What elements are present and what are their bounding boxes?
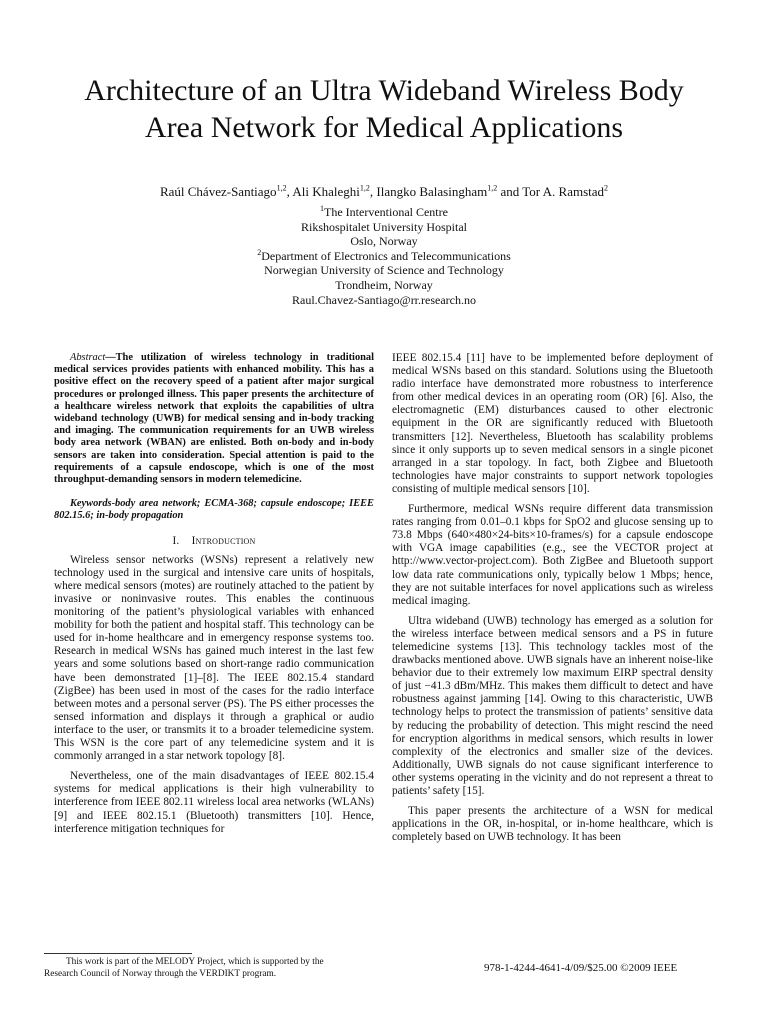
paragraph-6: This paper presents the architecture of a WSN for medical applications in the OR, in-hospital, or in-home healthcare, which is completely based on UWB technology. It has been <box>392 805 713 844</box>
footnote <box>44 957 384 980</box>
affiliation-2-text: Department of Electronics and Telecommunications <box>261 248 511 263</box>
author-4: Tor A. Ramstad <box>522 184 605 199</box>
keywords: Keywords-body area network; ECMA-368; capsule endoscope; IEEE 802.15.6; in-body propagation <box>54 498 374 522</box>
author-3: Ilangko Balasingham <box>376 184 488 199</box>
footnote-line-1: This work is part of the MELODY Project, which is supported by the <box>66 957 324 967</box>
left-column <box>54 352 374 843</box>
author-4-affil: 2 <box>604 183 609 193</box>
affiliation-2-mark: 2 <box>257 247 262 257</box>
affiliation-2-name <box>40 249 728 264</box>
affiliation-1-mark: 1 <box>320 204 325 213</box>
section-title: Introduction <box>191 534 256 547</box>
author-and: and <box>500 184 520 199</box>
section-heading-introduction <box>54 535 374 548</box>
footnote-divider <box>44 953 192 954</box>
affiliation-1-location: Oslo, Norway <box>350 234 418 249</box>
copyright-notice: 978-1-4244-4641-4/09/$25.00 ©2009 IEEE <box>484 962 678 974</box>
paper-title <box>40 72 728 146</box>
abstract <box>54 352 374 486</box>
abstract-label: Abstract <box>70 352 106 363</box>
affiliation-2-institution: Norwegian University of Science and Technology <box>264 263 504 278</box>
section-number: I. <box>172 534 180 547</box>
author-3-affil: 1,2 <box>487 183 498 193</box>
title-line-1: Architecture of an Ultra Wideband Wireless Body <box>84 74 684 107</box>
affiliation-1-text: The Interventional Centre <box>324 205 448 219</box>
footnote-line-2: Research Council of Norway through the VERDIKT program. <box>44 968 277 979</box>
author-list: Raúl Chávez-Santiago$^{1,2}$, Ali Khaleghi$^{1,2}$, Ilangko Balasingham$^{1,2}$ and Tor A. Ramstad$^2$ <box>159 183 609 199</box>
paragraph-5: Ultra wideband (UWB) technology has emerged as a solution for the wireless interface between medical sensors and a PS in future telemedicine systems [13]. This technology tackles most of the drawbacks mentioned above. UWB signals have an inherent noise-like behavior due to their extremely low maximum EIRP spectral density of just −41.3 dBm/MHz. This makes them difficult to detect and have robustness against jamming [14]. Owing to this characteristic, UWB technology helps to protect the transmission of patients’ sensitive data by reducing the probability of detection. This might rescind the need for encryption algorithms in medical sensors, which results in lower complexity of the electronics and smaller size of the devices. Additionally, UWB signals do not cause significant interference to other systems operating in the vicinity and do not represent a threat to patients’ safety [15]. <box>392 614 713 797</box>
author-1-affil: 1,2 <box>276 183 287 193</box>
paragraph-4: Furthermore, medical WSNs require different data transmission rates ranging from 0.01–0.1 kbps for SpO2 and glucose sensing up to 73.8 Mbps (640×480×24-bits×10-frames/s) for a capsule endoscope with VGA image capabilities (e.g., see the VECTOR project at http://www.vector-project.com). Both ZigBee and Bluetooth support low data rate communications only, typically below 1 Mbps; hence, they are not suitable interfaces for novel applications such as wireless medical imaging. <box>392 503 713 607</box>
affiliation-2-location: Trondheim, Norway <box>335 277 433 292</box>
affiliation-1-institution: Rikshospitalet University Hospital <box>301 219 467 234</box>
abstract-dash: — <box>105 352 116 363</box>
author-email: Raul.Chavez-Santiago@rr.research.no <box>292 292 476 307</box>
author-2: Ali Khaleghi <box>292 184 360 199</box>
abstract-text: The utilization of wireless technology in traditional medical services provides patients with enhanced mobility. This has a positive effect on the recovery speed of a patient after major surgical procedures or prolonged illness. This paper presents the architecture of a healthcare wireless network that exploits the capabilities of ultra wideband technology (UWB) for medical sensing and in-body tracking and imaging. The communication requirements for an UWB wireless body area network (WBAN) are enlisted. Both on-body and in-body sensors are taken into consideration. Special attention is paid to the requirements of a capsule endoscope, which is one of the most throughput-demanding sensors in modern telemedicine. <box>54 352 374 486</box>
paragraph-3: IEEE 802.15.4 [11] have to be implemented before deployment of medical WSNs based on this standard. Solutions using the Bluetooth radio interface have demonstrated more robustness to interference from other medical devices in an operating room (OR) [6]. Also, the electromagnetic (EM) disturbances caused to other electronic equipment in the OR are significantly reduced with Bluetooth transmitters [12]. Nevertheless, Bluetooth has scalability problems since it only supports up to seven medical sensors in a single piconet arranged in a star topology. In fact, both Zigbee and Bluetooth technologies have major constraints to support network topologies consisting of multiple medical sensors [10]. <box>392 352 713 495</box>
title-line-2: Area Network for Medical Applications <box>144 111 624 144</box>
author-2-affil: 1,2 <box>359 183 370 193</box>
author-1: Raúl Chávez-Santiago <box>159 184 277 199</box>
right-column <box>392 352 713 851</box>
paragraph-1: Wireless sensor networks (WSNs) represent a relatively new technology used in the surgical and intensive care units of hospitals, where medical sensors (motes) are routinely attached to the patient by invasive or noninvasive routes. This enables the continuous monitoring of the patient’s physiological variables with enhanced mobility for both the patient and hospital staff. This technology can be used for in-home healthcare and in emergency response systems too. Research in medical WSNs has gained much interest in the last few years and some solutions based on short-range radio communication have been demonstrated [1]–[8]. The IEEE 802.15.4 standard (ZigBee) has been used in most of the cases for the radio interface between motes and a personal server (PS). The PS either processes the sensed information and displays it through a graphical or audio interface to the user, or transmits it to a broader telemedicine system. This WSN is the core part of any telemedicine system and it is commonly arranged in a star network topology [8]. <box>54 553 374 763</box>
affiliation-1-name <box>40 205 728 220</box>
affiliations <box>40 205 728 307</box>
paragraph-2: Nevertheless, one of the main disadvantages of IEEE 802.15.4 systems for medical applications is their high vulnerability to interference from IEEE 802.11 wireless local area networks (WLANs) [9] and IEEE 802.15.1 (Bluetooth) transmitters [10]. Hence, interference mitigation techniques for <box>54 770 374 835</box>
